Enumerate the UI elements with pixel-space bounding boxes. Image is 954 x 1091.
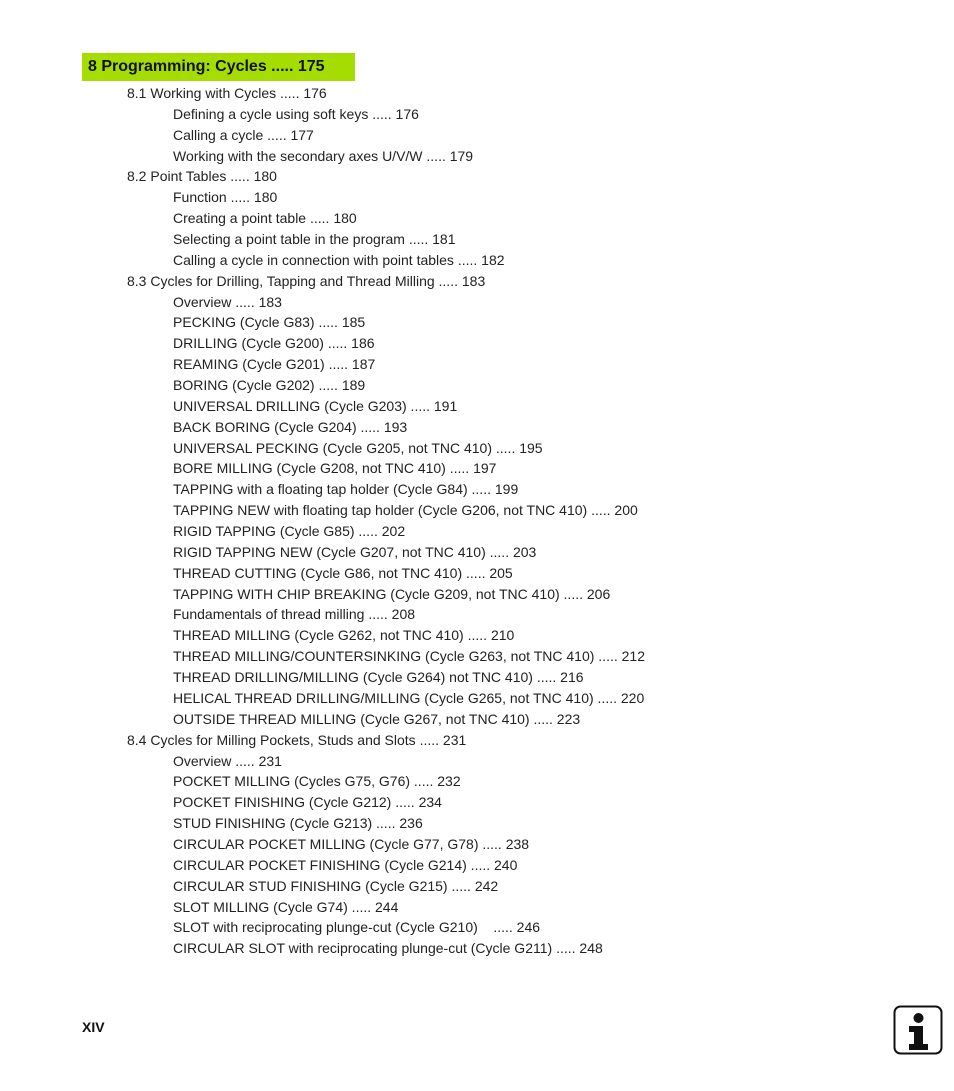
toc-subentry[interactable]: THREAD CUTTING (Cycle G86, not TNC 410) ..... 205 xyxy=(173,564,513,581)
toc-subentry[interactable]: THREAD DRILLING/MILLING (Cycle G264) not TNC 410) ..... 216 xyxy=(173,669,584,686)
toc-subentry[interactable]: CIRCULAR POCKET FINISHING (Cycle G214) ..... 240 xyxy=(173,856,518,873)
toc-subentry[interactable]: HELICAL THREAD DRILLING/MILLING (Cycle G265, not TNC 410) ..... 220 xyxy=(173,689,645,706)
toc-subentry[interactable]: UNIVERSAL PECKING (Cycle G205, not TNC 410) ..... 195 xyxy=(173,439,543,456)
chapter-heading[interactable]: 8 Programming: Cycles ..... 175 xyxy=(82,53,355,81)
toc-section-entry[interactable]: 8.2 Point Tables ..... 180 xyxy=(127,168,277,185)
toc-subentry[interactable]: Function ..... 180 xyxy=(173,189,278,206)
toc-subentry[interactable]: CIRCULAR SLOT with reciprocating plunge-cut (Cycle G211) ..... 248 xyxy=(173,940,603,957)
toc-subentry[interactable]: BORE MILLING (Cycle G208, not TNC 410) ..... 197 xyxy=(173,460,497,477)
toc-subentry[interactable]: RIGID TAPPING (Cycle G85) ..... 202 xyxy=(173,523,406,540)
toc-section-entry[interactable]: 8.4 Cycles for Milling Pockets, Studs and Slots ..... 231 xyxy=(127,731,467,748)
toc-subentry[interactable]: RIGID TAPPING NEW (Cycle G207, not TNC 410) ..... 203 xyxy=(173,543,537,560)
toc-subentry[interactable]: DRILLING (Cycle G200) ..... 186 xyxy=(173,335,375,352)
toc-subentry[interactable]: Overview ..... 231 xyxy=(173,752,282,769)
toc-subentry[interactable]: TAPPING NEW with floating tap holder (Cycle G206, not TNC 410) ..... 200 xyxy=(173,502,638,519)
toc-subentry[interactable]: UNIVERSAL DRILLING (Cycle G203) ..... 191 xyxy=(173,397,458,414)
toc-section-entry[interactable]: 8.3 Cycles for Drilling, Tapping and Thread Milling ..... 183 xyxy=(127,272,486,289)
toc-subentry[interactable]: SLOT with reciprocating plunge-cut (Cycle G210) ..... 246 xyxy=(173,919,541,936)
toc-subentry[interactable]: STUD FINISHING (Cycle G213) ..... 236 xyxy=(173,815,423,832)
toc-section-entry[interactable]: 8.1 Working with Cycles ..... 176 xyxy=(127,85,327,101)
toc-subentry[interactable]: BORING (Cycle G202) ..... 189 xyxy=(173,377,366,394)
toc-subentry[interactable]: Defining a cycle using soft keys ..... 176 xyxy=(173,105,419,122)
toc-subentry[interactable]: Overview ..... 183 xyxy=(173,293,282,310)
toc-subentry[interactable]: OUTSIDE THREAD MILLING (Cycle G267, not TNC 410) ..... 223 xyxy=(173,710,581,727)
info-icon[interactable] xyxy=(893,1005,943,1055)
toc-subentry[interactable]: Calling a cycle ..... 177 xyxy=(173,126,314,143)
toc-subentry[interactable]: THREAD MILLING/COUNTERSINKING (Cycle G263, not TNC 410) ..... 212 xyxy=(173,648,645,665)
toc-subentry[interactable]: SLOT MILLING (Cycle G74) ..... 244 xyxy=(173,898,399,915)
toc-subentry[interactable]: Fundamentals of thread milling ..... 208 xyxy=(173,606,416,623)
toc-subentry[interactable]: REAMING (Cycle G201) ..... 187 xyxy=(173,356,376,373)
toc-subentry[interactable]: Selecting a point table in the program ..... 181 xyxy=(173,231,456,248)
toc-subentry[interactable]: Creating a point table ..... 180 xyxy=(173,210,357,227)
toc-subentry[interactable]: CIRCULAR STUD FINISHING (Cycle G215) ..... 242 xyxy=(173,877,499,894)
toc-subentry[interactable]: POCKET MILLING (Cycles G75, G76) ..... 232 xyxy=(173,773,461,790)
toc-subentry[interactable]: BACK BORING (Cycle G204) ..... 193 xyxy=(173,418,408,435)
toc-list xyxy=(0,83,954,959)
toc-subentry[interactable]: POCKET FINISHING (Cycle G212) ..... 234 xyxy=(173,794,442,811)
toc-subentry[interactable]: CIRCULAR POCKET MILLING (Cycle G77, G78) ..... 238 xyxy=(173,835,530,852)
toc-subentry[interactable]: Working with the secondary axes U/V/W ..... 179 xyxy=(173,147,474,164)
toc-subentry[interactable]: PECKING (Cycle G83) ..... 185 xyxy=(173,314,366,331)
toc-subentry[interactable]: THREAD MILLING (Cycle G262, not TNC 410) ..... 210 xyxy=(173,627,515,644)
toc-subentry[interactable]: TAPPING WITH CHIP BREAKING (Cycle G209, not TNC 410) ..... 206 xyxy=(173,585,611,602)
toc-subentry[interactable]: Calling a cycle in connection with point tables ..... 182 xyxy=(173,251,505,268)
toc-subentry[interactable]: TAPPING with a floating tap holder (Cycle G84) ..... 199 xyxy=(173,481,519,498)
page-number: XIV xyxy=(82,1019,105,1035)
